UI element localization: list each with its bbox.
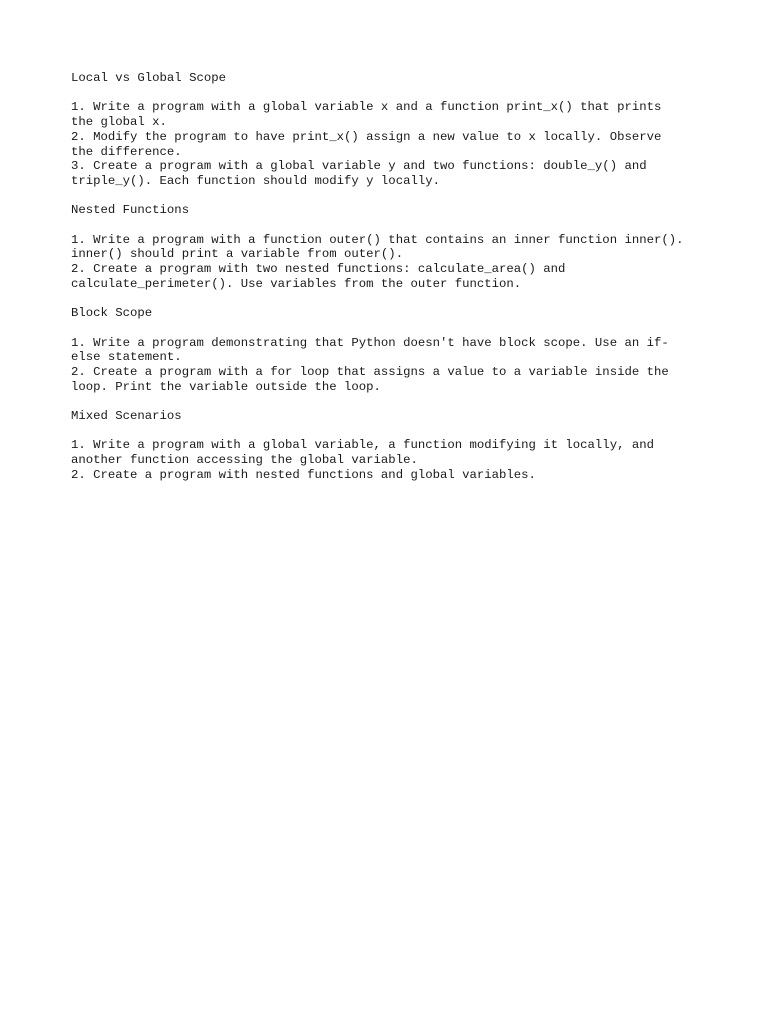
section-heading: Local vs Global Scope — [71, 71, 226, 85]
section-block-scope — [71, 306, 701, 394]
section-heading: Nested Functions — [71, 203, 190, 218]
section-heading: Mixed Scenarios — [71, 409, 182, 424]
exercise-item: 1. Write a program demonstrating that Python doesn't have block scope. Use an if- else statement. — [71, 335, 669, 365]
section-mixed-scenarios — [71, 409, 701, 483]
exercise-item: 2. Create a program with two nested functions: calculate_area() and calculate_perimeter(). Use variables from the outer function. — [71, 262, 566, 291]
exercise-item: 1. Write a program with a global variable x and a function print_x() that prints the global x. — [71, 100, 662, 130]
exercise-item: 2. Create a program with a for loop that assigns a value to a variable inside the loop. Print the variable outside the loop. — [71, 364, 669, 394]
exercise-item: 1. Write a program with a function outer() that contains an inner function inner(). inner() should print a variable from outer(). — [71, 232, 684, 262]
section-local-vs-global-scope — [71, 71, 701, 189]
section-nested-functions — [71, 203, 701, 291]
exercise-item: 2. Create a program with nested functions and global variables. — [71, 467, 536, 482]
exercise-item: 1. Write a program with a global variable, a function modifying it locally, and another function accessing the global variable. — [71, 438, 654, 468]
exercise-item: 2. Modify the program to have print_x() assign a new value to x locally. Observe the difference. — [71, 129, 662, 159]
exercise-item: 3. Create a program with a global variable y and two functions: double_y() and triple_y(). Each function should modify y locally. — [71, 159, 647, 188]
section-heading: Block Scope — [71, 306, 153, 321]
document-page — [71, 71, 701, 497]
